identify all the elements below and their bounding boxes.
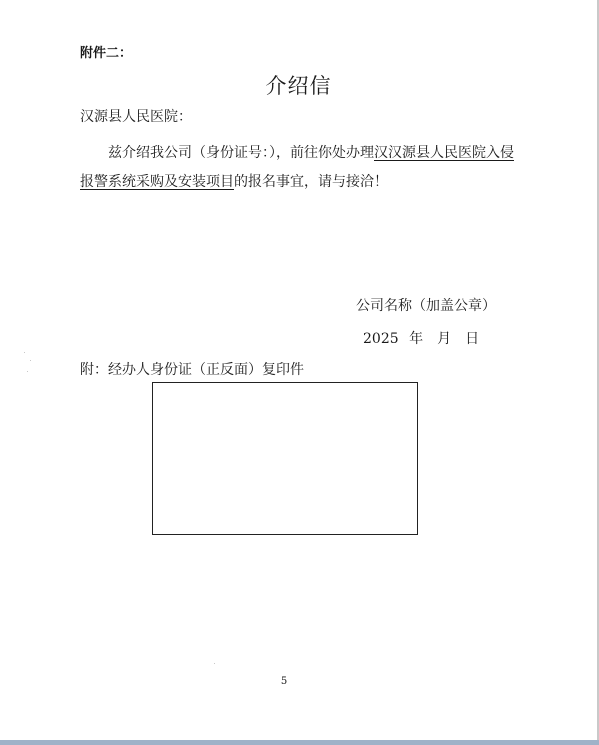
company-signature: 公司名称（加盖公章） <box>356 298 496 314</box>
signature-date: 2025 年 月 日 <box>363 331 480 347</box>
page-number: 5 <box>280 676 288 687</box>
recipient: 汉源县人民医院： <box>80 109 192 125</box>
scan-speck <box>24 352 25 353</box>
letter-title: 介绍信 <box>265 74 332 98</box>
viewer-background-strip <box>0 740 599 745</box>
body-outro: 的报名事宜，请与接洽！ <box>234 174 388 190</box>
project-name: 汉汉源县人民医院入侵报警系统采购及安装项目 <box>80 145 514 190</box>
scan-speck <box>30 360 31 361</box>
scan-speck <box>27 371 28 372</box>
attachment-note: 附：经办人身份证（正反面）复印件 <box>80 362 304 378</box>
letter-body <box>80 139 520 197</box>
attachment-label: 附件二： <box>80 46 133 61</box>
id-copy-box <box>152 382 418 535</box>
scan-speck <box>214 663 215 664</box>
body-intro: 兹介绍我公司（身份证号：），前往你处办理 <box>108 145 374 161</box>
